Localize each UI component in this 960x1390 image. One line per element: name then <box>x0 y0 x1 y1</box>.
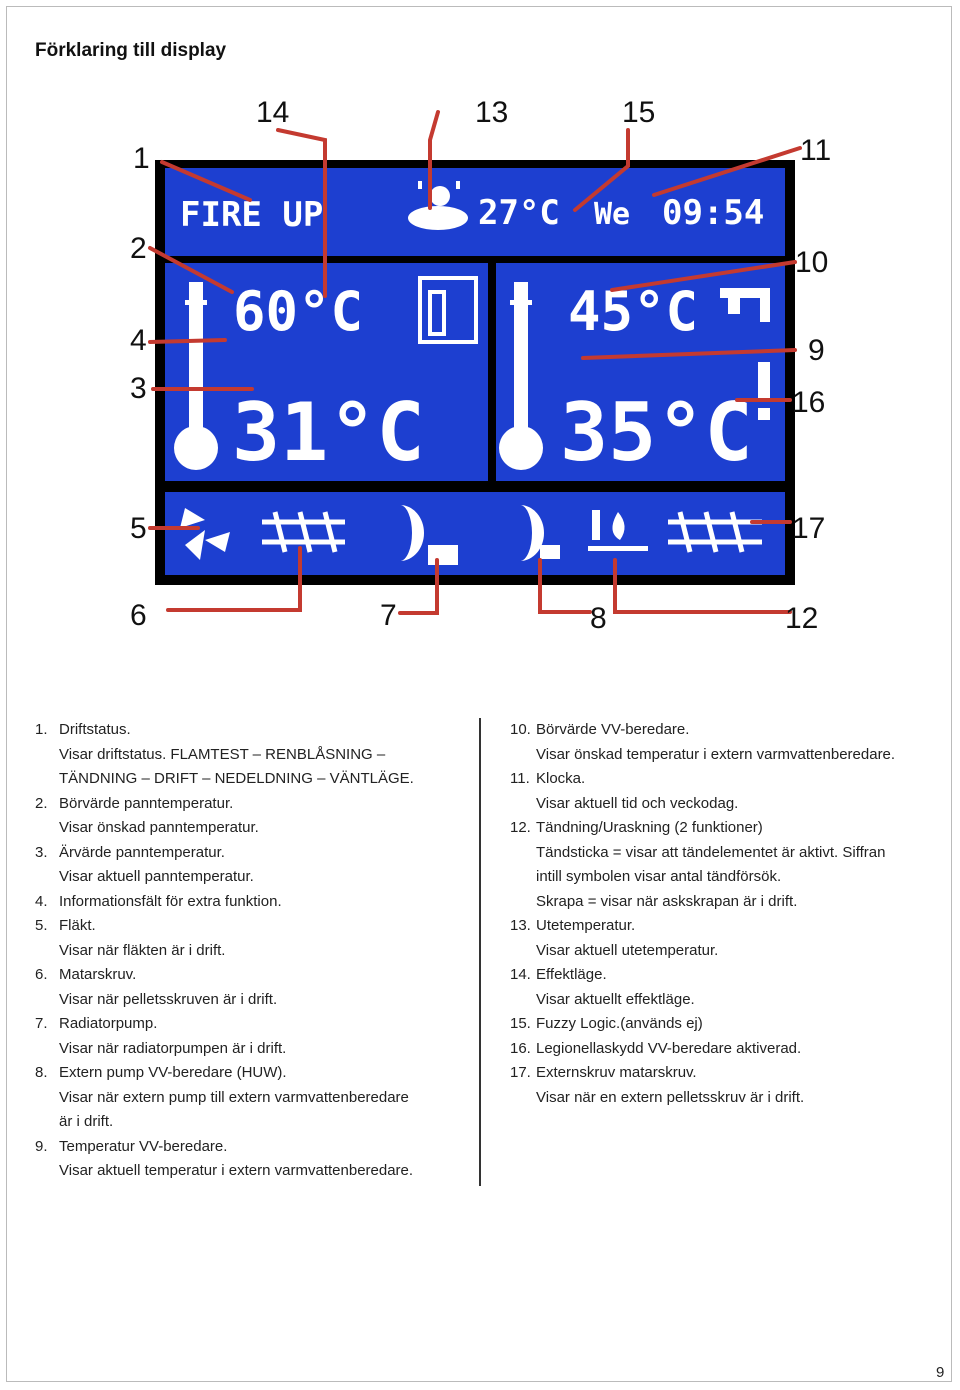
legend-number: 15. <box>510 1015 531 1032</box>
legend-number: 2. <box>35 794 48 812</box>
legend-title: Legionellaskydd VV-beredare aktiverad. <box>536 1039 802 1057</box>
page-number: 9 <box>936 1364 945 1381</box>
legend-description: är i drift. <box>59 1113 114 1130</box>
legend-item <box>510 1012 930 1037</box>
legend-title: Fläkt. <box>59 917 96 934</box>
legend-number: 17. <box>510 1064 531 1081</box>
dhw-actual: 35°C <box>560 386 753 479</box>
legend-item <box>510 767 930 792</box>
legend-item <box>35 914 465 939</box>
legend-description: Visar när pelletsskruven är i drift. <box>59 990 278 1008</box>
legend-description: Visar önskad temperatur i extern varmvattenberedare. <box>536 745 896 763</box>
legend-description: Visar när fläkten är i drift. <box>59 941 226 959</box>
callout-1: 1 <box>133 142 150 175</box>
callout-15: 15 <box>622 96 656 129</box>
legend-title: Utetemperatur. <box>536 917 636 934</box>
legend-item <box>35 1135 465 1160</box>
column-divider <box>479 718 481 1186</box>
legend-left <box>35 718 465 1184</box>
legend-number: 10. <box>510 721 531 738</box>
legend-number: 3. <box>35 843 48 861</box>
callout-12: 12 <box>785 602 819 635</box>
legend-description: Visar aktuellt effektläge. <box>536 990 695 1008</box>
legend-description: Visar när en extern pelletsskruv är i drift. <box>536 1088 805 1106</box>
legend-item <box>510 1037 930 1062</box>
callout-8: 8 <box>590 602 607 635</box>
legend-item <box>510 963 930 988</box>
callout-7: 7 <box>380 599 397 632</box>
legend-number: 14. <box>510 966 531 983</box>
legend-item <box>35 1061 465 1086</box>
boiler-setpoint: 60°C <box>233 280 364 343</box>
legend-number: 4. <box>35 892 48 910</box>
legend-item <box>35 841 465 866</box>
legend-title: Fuzzy Logic.(används ej) <box>536 1015 703 1032</box>
legend-title: Matarskruv. <box>59 966 137 983</box>
legend-number: 6. <box>35 966 48 983</box>
legend-title: Börvärde panntemperatur. <box>59 794 234 812</box>
legend-title: Radiatorpump. <box>59 1015 158 1032</box>
legend-item <box>35 1012 465 1037</box>
legend-title: Informationsfält för extra funktion. <box>59 892 282 910</box>
legend-title: Extern pump VV-beredare (HUW). <box>59 1064 287 1081</box>
legend-description: Visar när extern pump till extern varmvattenberedare <box>59 1088 409 1106</box>
legend-number: 16. <box>510 1039 531 1057</box>
legend-item <box>35 718 465 743</box>
callout-13: 13 <box>475 96 509 129</box>
legend-number: 8. <box>35 1064 48 1081</box>
callout-17: 17 <box>792 512 826 545</box>
dhw-setpoint: 45°C <box>568 280 699 343</box>
legend-item <box>510 816 930 841</box>
legend-item <box>510 1061 930 1086</box>
legend-title: Ärvärde panntemperatur. <box>59 843 225 861</box>
legend-number: 11. <box>510 770 530 787</box>
callout-16: 16 <box>792 386 826 419</box>
legend-number: 1. <box>35 721 48 738</box>
callout-5: 5 <box>130 512 147 545</box>
legend-item <box>510 914 930 939</box>
legend-right <box>510 718 930 1110</box>
legend-description: TÄNDNING – DRIFT – NEDELDNING – VÄNTLÄGE. <box>59 770 414 787</box>
outdoor-temp: 27°C <box>478 193 560 233</box>
legend-title: Tändning/Uraskning (2 funktioner) <box>536 819 763 836</box>
legend-description: Visar aktuell temperatur i extern varmvattenberedare. <box>59 1162 414 1179</box>
callout-2: 2 <box>130 232 147 265</box>
legend-item <box>35 963 465 988</box>
clock: 09:54 <box>662 193 765 233</box>
legend-title: Driftstatus. <box>59 721 131 738</box>
legend-title: Klocka. <box>536 770 586 787</box>
legend-description: Tändsticka = visar att tändelementet är aktivt. Siffran <box>536 843 886 861</box>
legend-number: 13. <box>510 917 531 934</box>
legend-description: Visar driftstatus. FLAMTEST – RENBLÅSNING – <box>59 745 386 763</box>
callout-14: 14 <box>256 96 290 129</box>
legend-description: Visar aktuell panntemperatur. <box>59 868 254 885</box>
legend-description: Visar aktuell tid och veckodag. <box>536 794 739 812</box>
callout-4: 4 <box>130 324 147 357</box>
callout-3: 3 <box>130 372 147 405</box>
legend-item <box>35 890 465 915</box>
legend-number: 7. <box>35 1015 48 1032</box>
callout-10: 10 <box>795 246 829 279</box>
legend-number: 12. <box>510 819 531 836</box>
page-title: Förklaring till display <box>35 40 227 61</box>
boiler-actual: 31°C <box>232 386 425 479</box>
legend-description: intill symbolen visar antal tändförsök. <box>536 868 782 885</box>
display-figure <box>0 0 960 660</box>
weekday: We <box>594 197 631 232</box>
legend-description: Visar aktuell utetemperatur. <box>536 941 719 959</box>
legend-description: Visar önskad panntemperatur. <box>59 819 259 836</box>
callout-9: 9 <box>808 334 825 367</box>
legend-description: Visar när radiatorpumpen är i drift. <box>59 1039 287 1057</box>
warning-icon <box>758 362 770 420</box>
legend-title: Effektläge. <box>536 966 607 983</box>
legend-description: Skrapa = visar när askskrapan är i drift. <box>536 892 798 910</box>
legend-item <box>510 718 930 743</box>
legend-number: 5. <box>35 917 48 934</box>
legend-title: Börvärde VV-beredare. <box>536 721 690 738</box>
legend-number: 9. <box>35 1137 48 1155</box>
bottom-bar <box>165 492 785 575</box>
callout-6: 6 <box>130 599 147 632</box>
legend-item <box>35 792 465 817</box>
legend-title: Temperatur VV-beredare. <box>59 1137 228 1155</box>
callout-11: 11 <box>800 134 832 167</box>
legend-title: Externskruv matarskruv. <box>536 1064 697 1081</box>
status-text: FIRE UP <box>180 195 324 235</box>
